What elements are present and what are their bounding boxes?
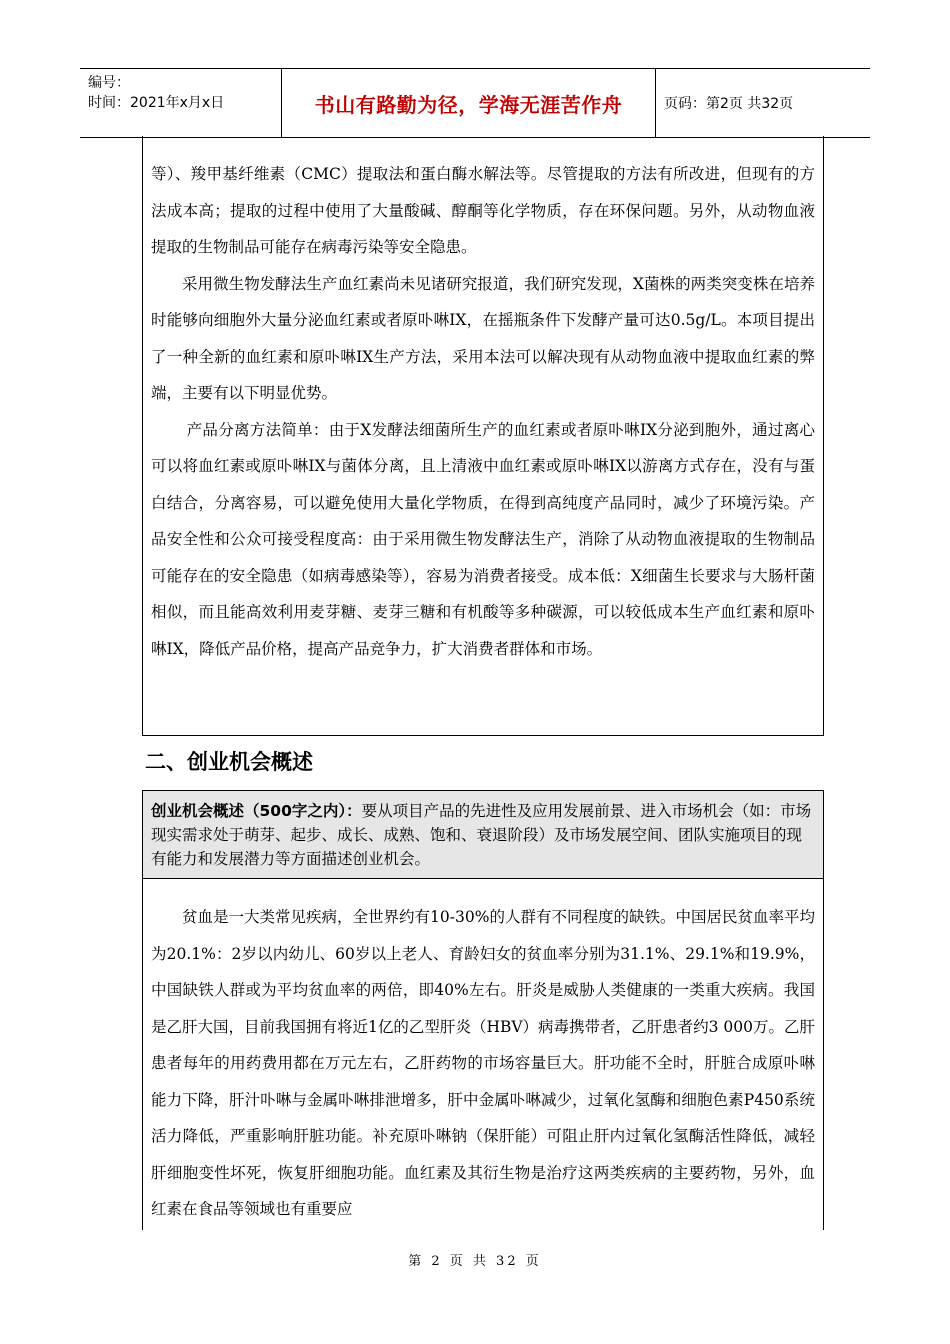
- section2-box: [142, 790, 824, 1230]
- section1-paragraph-1: 等）、羧甲基纤维素（CMC）提取法和蛋白酶水解法等。尽管提取的方法有所改进，但现有的方法成本高；提取的过程中使用了大量酸碱、醇酮等化学物质，存在环保问题。另外，从动物血液提取的生物制品可能存在病毒污染等安全隐患。: [151, 165, 815, 256]
- date-line: 时间：2021年x月x日: [88, 95, 225, 111]
- page-header: [80, 68, 870, 138]
- header-meta: [80, 69, 282, 137]
- header-motto: 书山有路勤为径，学海无涯苦作舟: [282, 69, 656, 137]
- section2-prompt: [143, 791, 823, 879]
- section1-paragraph-2: 采用微生物发酵法生产血红素尚未见诸研究报道，我们研究发现，X菌株的两类突变株在培养时能够向细胞外大量分泌血红素或者原卟啉IX，在摇瓶条件下发酵产量可达0.5g/L。本项目提出了一种全新的血红素和原卟啉IX生产方法，采用本法可以解决现有从动物血液中提取血红素的弊端，主要有以下明显优势。: [151, 274, 815, 402]
- header-page-info: 页码：第2页 共32页: [664, 96, 794, 112]
- page-footer: 第 2 页 共 32 页: [408, 1254, 542, 1269]
- section2-title: 二、创业机会概述: [145, 750, 313, 774]
- section2-prompt-text: 要从项目产品的先进性及应用发展前景、进入市场机会（如：市场现实需求处于萌芽、起步、成长、成熟、饱和、衰退阶段）及市场发展空间、团队实施项目的现有能力和发展潜力等方面描述创业机会。: [151, 802, 812, 868]
- section2-body: [143, 879, 823, 1228]
- section2-body-text: 贫血是一大类常见疾病，全世界约有10-30%的人群有不同程度的缺铁。中国居民贫血率平均为20.1%：2岁以内幼儿、60岁以上老人、育龄妇女的贫血率分别为31.1%、29.1%和19.9%，中国缺铁人群或为平均贫血率的两倍，即40%左右。肝炎是威胁人类健康的一类重大疾病。我国是乙肝大国，目前我国拥有将近1亿的乙型肝炎（HBV）病毒携带者，乙肝患者约3 000万。乙肝患者每年的用药费用都在万元左右，乙肝药物的市场容量巨大。肝功能不全时，肝脏合成原卟啉能力下降，肝汁卟啉与金属卟啉排泄增多，肝中金属卟啉减少，过氧化氢酶和细胞色素P450系统活力降低，严重影响肝脏功能。补充原卟啉钠（保肝能）可阻止肝内过氧化氢酶活性降低，减轻肝细胞变性坏死，恢复肝细胞功能。血红素及其衍生物是治疗这两类疾病的主要药物，另外，血红素在食品等领域也有重要应: [151, 908, 815, 1218]
- section1-paragraph-3: 产品分离方法简单：由于X发酵法细菌所生产的血红素或者原卟啉IX分泌到胞外，通过离心可以将血红素或原卟啉IX与菌体分离，且上清液中血红素或原卟啉IX以游离方式存在，没有与蛋白结合，分离容易，可以避免使用大量化学物质，在得到高纯度产品同时，减少了环境污染。产品安全性和公众可接受程度高：由于采用微生物发酵法生产，消除了从动物血液提取的生物制品可能存在的安全隐患（如病毒感染等），容易为消费者接受。成本低：X细菌生长要求与大肠杆菌相似，而且能高效利用麦芽糖、麦芽三糖和有机酸等多种碳源，可以较低成本生产血红素和原卟啉IX，降低产品价格，提高产品竞争力，扩大消费者群体和市场。: [151, 420, 815, 658]
- number-label: 编号：: [88, 75, 130, 91]
- section2-prompt-lead: 创业机会概述（500字之内）：: [151, 802, 362, 820]
- section1-box: [142, 136, 824, 736]
